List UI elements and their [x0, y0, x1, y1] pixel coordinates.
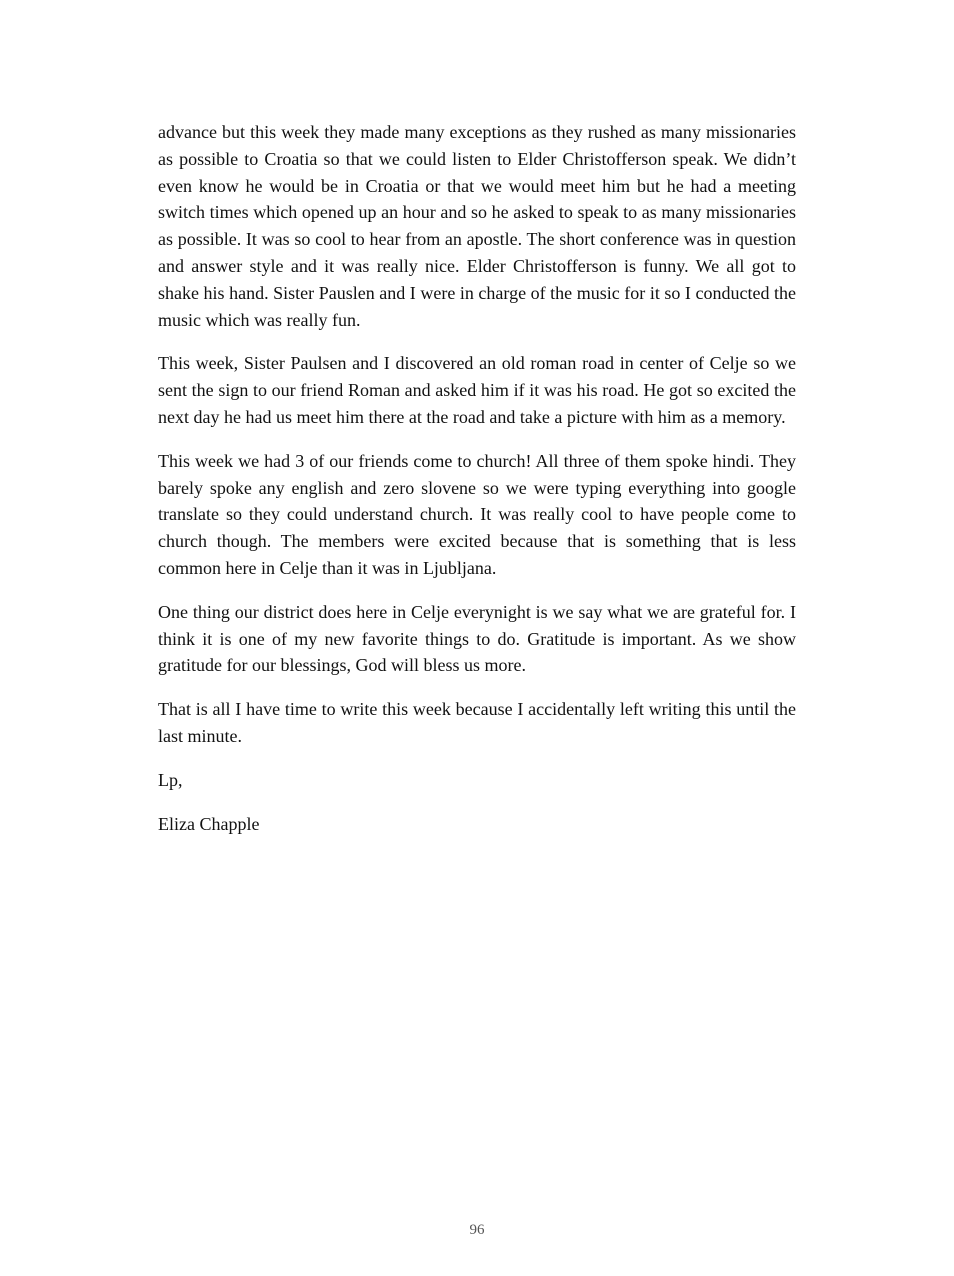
page-number: 96 [469, 1222, 485, 1238]
paragraph-roman-road: This week, Sister Paulsen and I discovered an old roman road in center of Celje so we sent the sign to our friend Roman and asked him if it was his road. He got so excited the next day he had us meet him there at the road and take a picture with him as a memory. [158, 353, 796, 427]
paragraph-church-friends: This week we had 3 of our friends come to church! All three of them spoke hindi. They barely spoke any english and zero slovene so we were typing everything into google translate so they could understand church. It was really cool to have people come to church though. The members were excited because that is something that is less common here in Celje than it was in Ljubljana. [158, 450, 796, 578]
signature: Eliza Chapple [158, 813, 260, 834]
letter-body [158, 119, 796, 854]
paragraph-gratitude: One thing our district does here in Celje everynight is we say what we are grateful for. I think it is one of my new favorite things to do. Gratitude is important. As we show gratitude for our blessings, God will bless us more. [158, 601, 796, 676]
closing-salutation: Lp, [158, 769, 183, 790]
paragraph-conference: advance but this week they made many exceptions as they rushed as many missionaries as possible to Croatia so that we could listen to Elder Christofferson speak. We didn’t even know he would be in Croatia or that we would meet him but he had a meeting switch times which opened up an hour and so he asked to speak to as many missionaries as possible. It was so cool to hear from an apostle. The short conference was in question and answer style and it was really nice. Elder Christofferson is funny. We all got to shake his hand. Sister Pauslen and I were in charge of the music for it so I conducted the music which was really fun. [158, 122, 796, 330]
paragraph-closing-note: That is all I have time to write this week because I accidentally left writing this until the last minute. [158, 699, 796, 746]
